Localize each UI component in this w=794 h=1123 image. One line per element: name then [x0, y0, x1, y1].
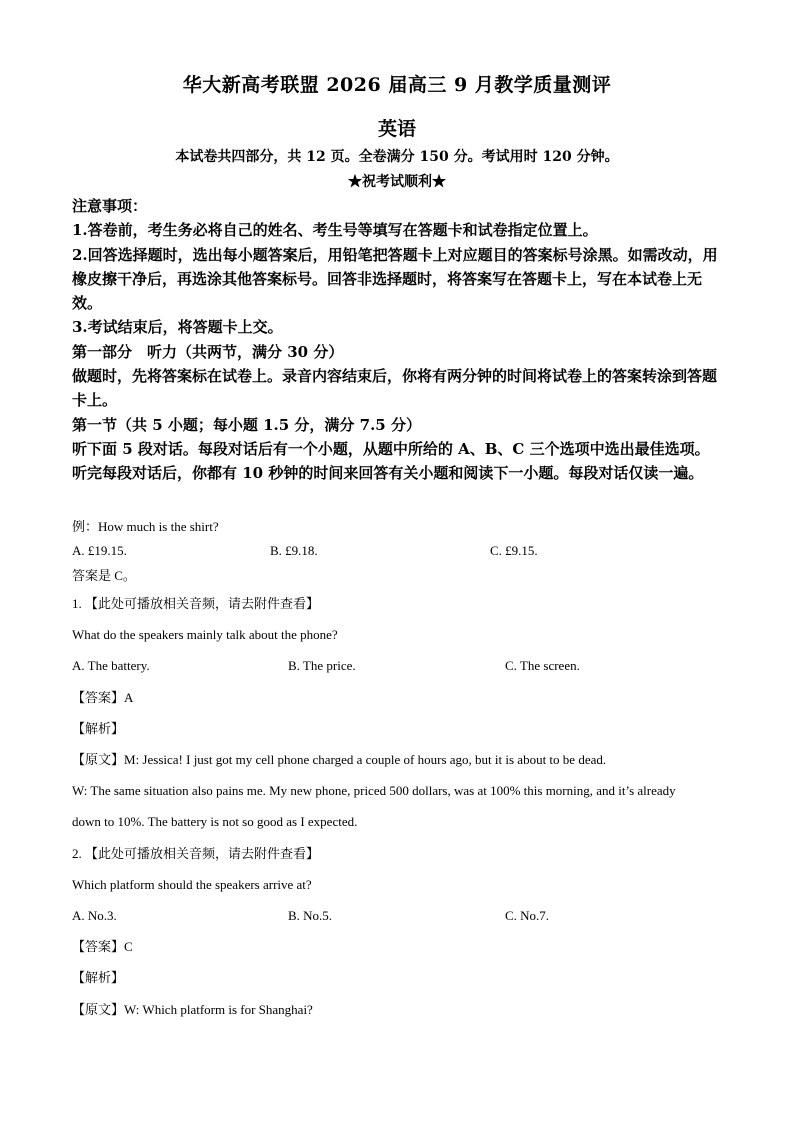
analysis-tag: 【解析】: [72, 971, 125, 986]
q1-answer: A: [124, 690, 134, 705]
transcript-line: W: Which platform is for Shanghai?: [124, 1002, 313, 1017]
question-1-text: What do the speakers mainly talk about the phone?: [72, 627, 338, 642]
part-instruction: 听下面 5 段对话。每段对话后有一个小题，从题中所给的 A、B、C 三个选项中选出最佳选项。听完每段对话后，你都有 10 秒钟的时间来回答有关小题和阅读下一小题。每段对话仅读一遍。: [72, 439, 710, 483]
example-option-b: B. £9.18.: [270, 543, 318, 558]
q1-original-line: [72, 751, 732, 770]
note-item: 3.考试结束后，将答题卡上交。: [72, 318, 283, 337]
audio-placeholder-2[interactable]: 2. 【此处可播放相关音频，请去附件查看】: [72, 846, 320, 861]
notes-heading: 注意事项：: [72, 197, 148, 215]
q2-option-b: B. No.5.: [288, 908, 333, 923]
exam-title: 华大新高考联盟 2026 届高三 9 月教学质量测评: [182, 74, 612, 96]
part-heading: 第一节（共 5 小题；每小题 1.5 分，满分 7.5 分）: [72, 415, 421, 434]
answer-tag: 【答案】: [72, 691, 125, 706]
question-2-text: Which platform should the speakers arrive at?: [72, 877, 312, 892]
subject-title: 英语: [377, 118, 416, 140]
section-instruction: 做题时，先将答案标在试卷上。录音内容结束后，你将有两分钟的时间将试卷上的答案转涂到答题卡上。: [72, 367, 718, 410]
exam-info: 本试卷共四部分，共 12 页。全卷满分 150 分。考试用时 120 分钟。: [175, 149, 619, 165]
transcript-line: M: Jessica! I just got my cell phone charged a couple of hours ago, but it is about to be dead.: [124, 752, 607, 767]
answer-tag: 【答案】: [72, 940, 125, 955]
note-item: 1.答卷前，考生务必将自己的姓名、考生号等填写在答题卡和试卷指定位置上。: [72, 221, 598, 240]
good-luck-line: ★祝考试顺利★: [348, 174, 446, 190]
example-option-c: C. £9.15.: [490, 543, 538, 558]
example-question: 例：How much is the shirt?: [72, 519, 219, 534]
q2-answer-line: [72, 938, 732, 957]
q2-answer: C: [124, 939, 133, 954]
q2-option-c: C. No.7.: [505, 908, 550, 923]
q1-analysis-tag: [72, 720, 732, 739]
audio-placeholder-1[interactable]: 1. 【此处可播放相关音频，请去附件查看】: [72, 596, 320, 611]
q1-answer-line: [72, 689, 732, 708]
q1-option-b: B. The price.: [288, 658, 356, 673]
original-tag: 【原文】: [72, 753, 125, 768]
q2-option-a: A. No.3.: [72, 908, 117, 923]
analysis-tag: 【解析】: [72, 722, 125, 737]
q2-original-line: [72, 1001, 732, 1020]
q2-analysis-tag: [72, 969, 732, 988]
transcript-line: W: The same situation also pains me. My new phone, priced 500 dollars, was at 100% this morning, and it’s already: [72, 783, 676, 798]
example-option-a: A. £19.15.: [72, 543, 127, 558]
q1-option-c: C. The screen.: [505, 658, 580, 673]
transcript-line: down to 10%. The battery is not so good as I expected.: [72, 814, 358, 829]
notes-block: [72, 194, 724, 486]
section-heading: 第一部分 听力（共两节，满分 30 分）: [72, 342, 344, 361]
q1-option-a: A. The battery.: [72, 658, 150, 673]
note-item: 2.回答选择题时，选出每小题答案后，用铅笔把答题卡上对应题目的答案标号涂黑。如需改动，用橡皮擦干净后，再选涂其他答案标号。回答非选择题时，将答案写在答题卡上，写在本试卷上无效。: [72, 245, 718, 313]
example-answer: 答案是 C。: [72, 568, 136, 583]
original-tag: 【原文】: [72, 1003, 125, 1018]
